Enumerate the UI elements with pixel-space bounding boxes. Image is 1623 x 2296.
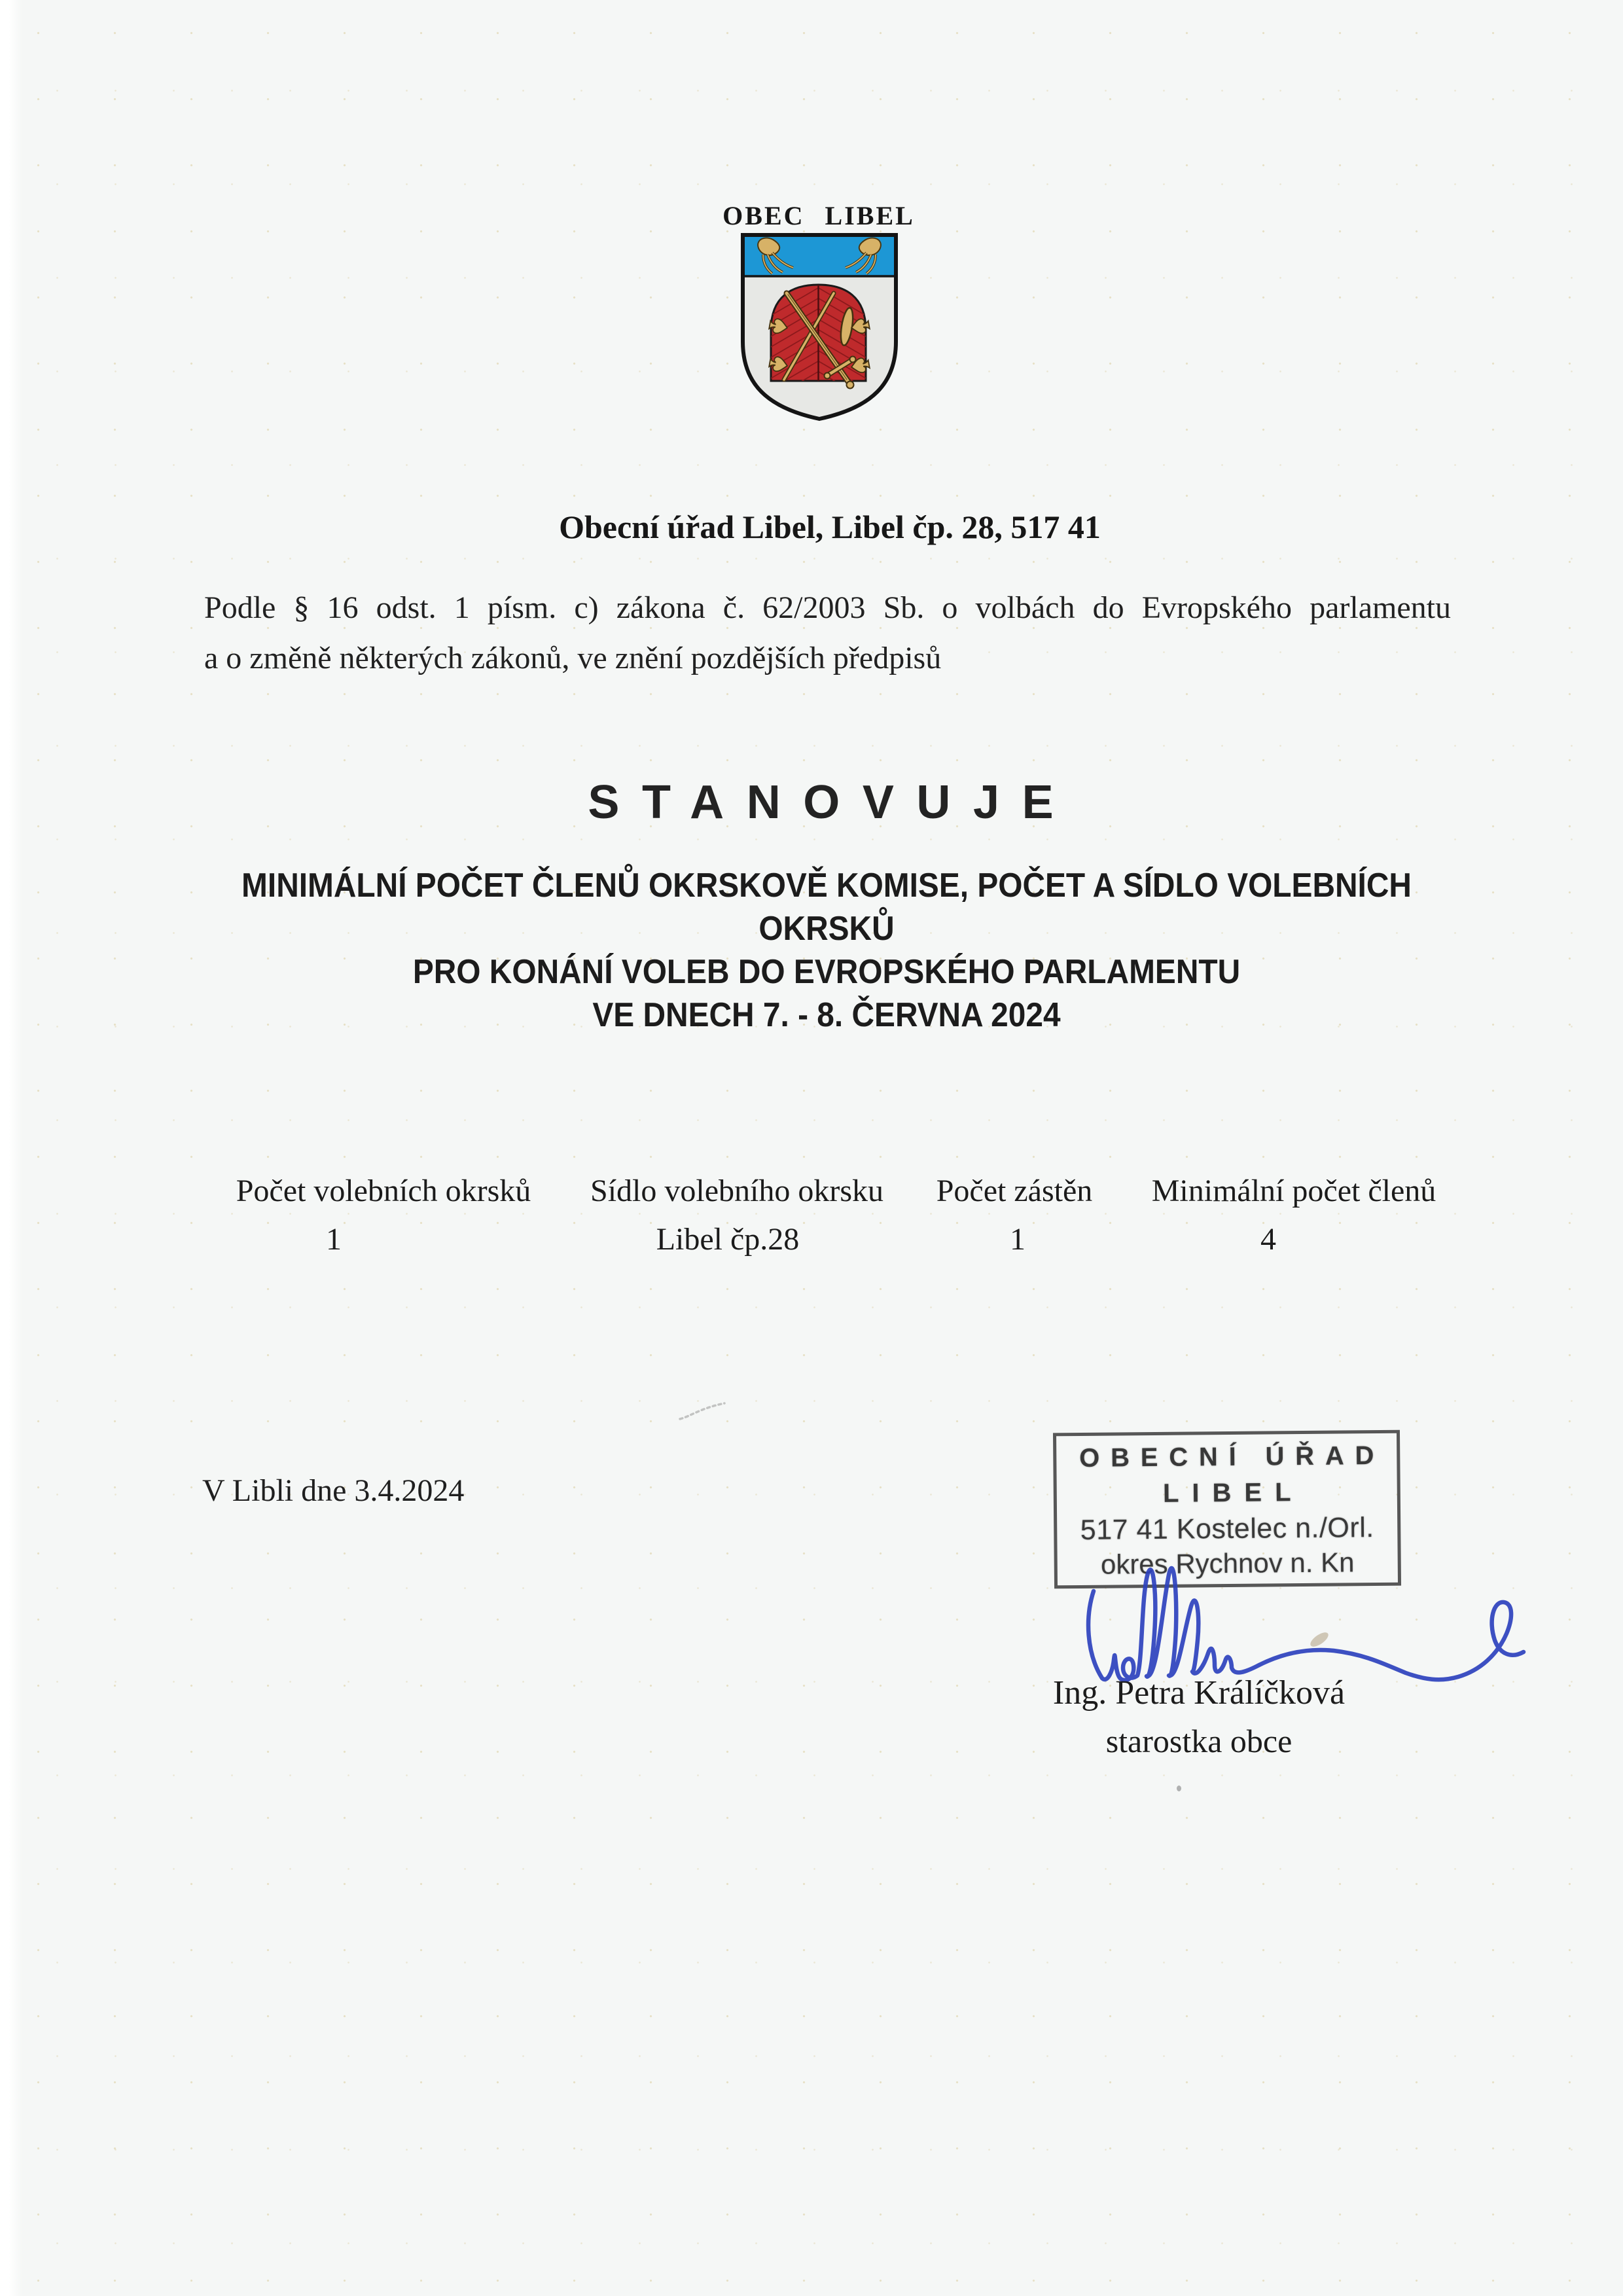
- subject-line-3: PRO KONÁNÍ VOLEB DO EVROPSKÉHO PARLAMENTU: [412, 953, 1241, 991]
- scan-scratch-artifact: [677, 1398, 730, 1424]
- table-value-booth-count: 1: [1010, 1222, 1026, 1257]
- stamp-address-line: 517 41 Kostelec n./Orl.: [1080, 1512, 1374, 1546]
- signer-name: Ing. Petra Králíčková: [1052, 1674, 1346, 1712]
- place-date-line: V Libli dne 3.4.2024: [202, 1473, 465, 1508]
- legal-clause: [204, 583, 1451, 683]
- subject-line-2: OKRSKŮ: [758, 910, 895, 948]
- coat-of-arms-caption: OBEC LIBEL: [722, 201, 915, 230]
- subject-line-1: MINIMÁLNÍ POČET ČLENŮ OKRSKOVĚ KOMISE, POČET A SÍDLO VOLEBNÍCH: [241, 867, 1412, 905]
- table-header-member-minimum: Minimální počet členů: [1151, 1174, 1436, 1208]
- table-header-district-count: Počet volebních okrsků: [236, 1174, 531, 1208]
- subject-line-4: VE DNECH 7. - 8. ČERVNA 2024: [592, 996, 1061, 1034]
- stamp-district-line: okres Rychnov n. Kn: [1100, 1547, 1355, 1580]
- signer-role: starostka obce: [1105, 1723, 1293, 1759]
- decree-subject-heading: [0, 864, 1623, 1037]
- legal-clause-line2: a o změně některých zákonů, ve znění pozdějších předpisů: [204, 641, 942, 675]
- signer-block: [1035, 1673, 1363, 1761]
- stamp-town-line: LIBEL: [1162, 1477, 1304, 1508]
- legal-clause-line1: Podle § 16 odst. 1 písm. c) zákona č. 62/2003 Sb. o volbách do Evropského parlamentu: [204, 590, 1451, 625]
- table-value-district-count: 1: [326, 1222, 342, 1257]
- stamp-office-line: OBECNÍ ÚŘAD: [1079, 1441, 1385, 1473]
- office-title: Obecní úřad Libel, Libel čp. 28, 517 41: [559, 509, 1101, 545]
- scan-dot-artifact: [1177, 1785, 1181, 1791]
- municipal-coat-of-arms: [738, 230, 901, 423]
- decree-keyword: STANOVUJE: [588, 776, 1077, 829]
- table-header-district-seat: Sídlo volebního okrsku: [590, 1174, 884, 1208]
- table-value-member-minimum: 4: [1260, 1222, 1276, 1257]
- table-value-district-seat: Libel čp.28: [656, 1222, 800, 1257]
- table-header-booth-count: Počet zástěn: [936, 1174, 1093, 1208]
